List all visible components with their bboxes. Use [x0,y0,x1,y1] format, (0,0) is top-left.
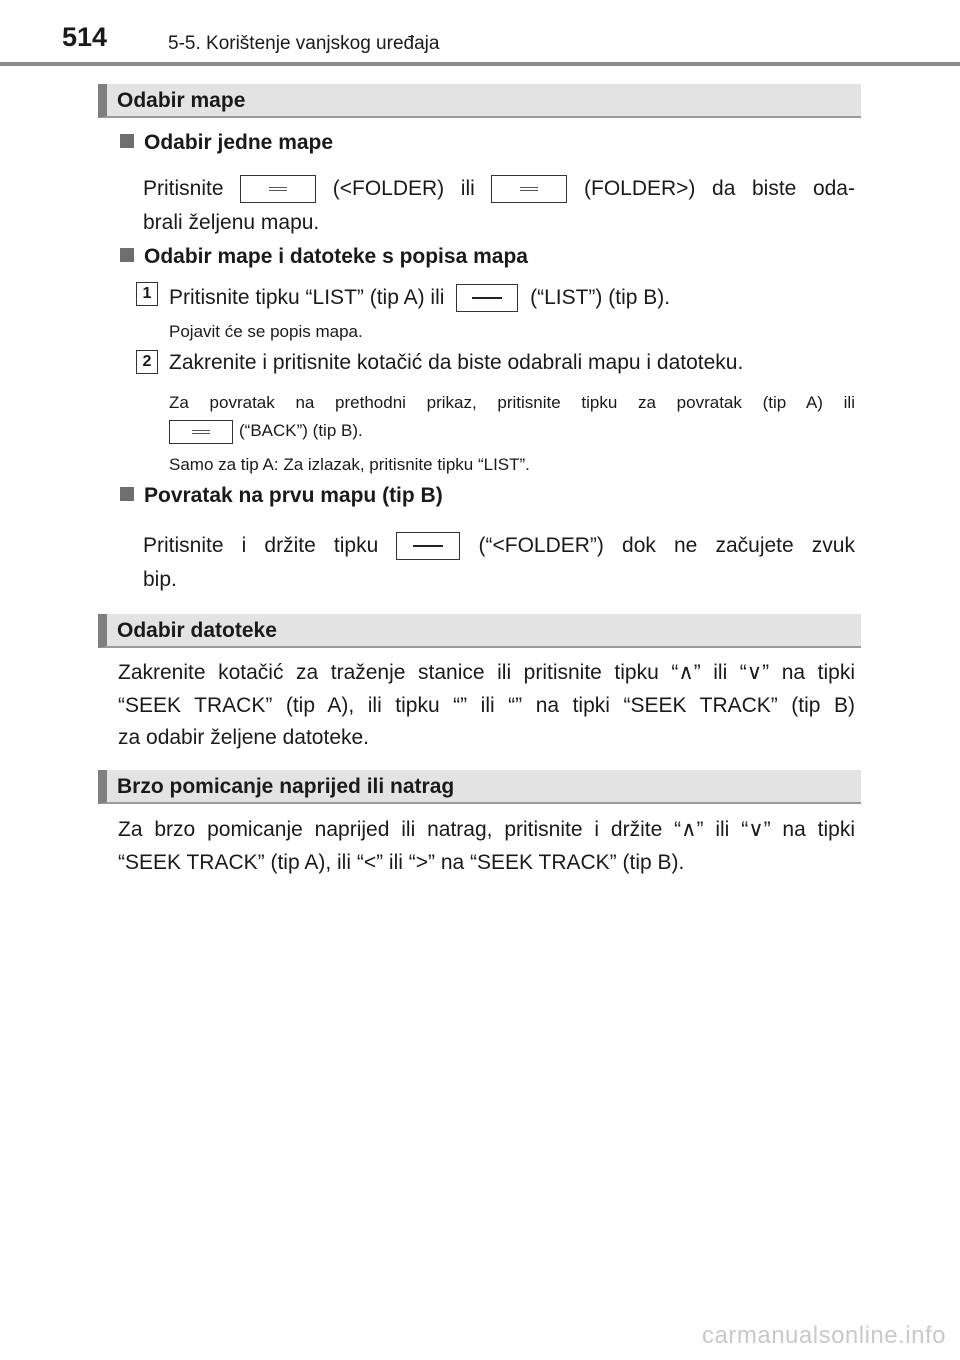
section-title: Brzo pomicanje naprijed ili natrag [117,775,455,798]
subheading-povratak-na-prvu-mapu: Povratak na prvu mapu (tip B) [120,484,443,508]
folder-next-button-icon [491,175,567,203]
page-number: 514 [62,22,108,52]
paragraph-odabir-datoteke-line2: “SEEK TRACK” (tip A), ili tipku “” ili “” na tipki “SEEK TRACK” (tip B) [118,694,855,717]
section-bar-odabir-mape [98,84,861,118]
square-bullet-icon [120,487,134,501]
chapter-title: 5-5. Korištenje vanjskog uređaja [168,33,440,54]
step1-note: Pojavit će se popis mapa. [169,322,363,341]
paragraph-povratak-line2: bip. [143,568,177,591]
subheading-odabir-jedne-mape: Odabir jedne mape [120,131,333,155]
paragraph-odabir-datoteke-line1: Zakrenite kotačić za traženje stanice ili pritisnite tipku “∧” ili “∨” na tipki [118,661,855,684]
folder-prev-button-icon [240,175,316,203]
folder-back-button-icon [396,532,460,560]
section-bar-odabir-datoteke [98,614,861,648]
paragraph-odabir-jedne-mape-line2: brali željenu mapu. [143,211,320,234]
section-title: Odabir mape [117,89,246,112]
step-badge-1: 1 [136,282,158,306]
section-title: Odabir datoteke [117,619,277,642]
subheading-odabir-mape-i-datoteke: Odabir mape i datoteke s popisa mapa [120,245,528,269]
paragraph-odabir-datoteke-line3: za odabir željene datoteke. [118,726,370,749]
section-bar-brzo-pomicanje [98,770,861,804]
step-badge-2: 2 [136,350,158,374]
step1-text: Pritisnite tipku “LIST” (tip A) ili (“LIST”) (tip B). [169,280,670,316]
square-bullet-icon [120,134,134,148]
step2-note-line1: Za povratak na prethodni prikaz, pritisnite tipku za povratak (tip A) ili [169,393,855,412]
paragraph-povratak-line1: Pritisnite i držite tipku (“<FOLDER”) dok ne začujete zvuk [143,528,855,564]
paragraph-odabir-jedne-mape-line1: Pritisnite (<FOLDER) ili (FOLDER>) da biste oda- [143,171,855,207]
watermark: carmanualsonline.info [702,1322,946,1349]
header-divider [0,62,960,66]
paragraph-brzo-pomicanje-line2: “SEEK TRACK” (tip A), ili “<” ili “>” na “SEEK TRACK” (tip B). [118,851,685,874]
paragraph-brzo-pomicanje-line1: Za brzo pomicanje naprijed ili natrag, pritisnite i držite “∧” ili “∨” na tipki [118,818,855,841]
square-bullet-icon [120,248,134,262]
step2-note-line2: Samo za tip A: Za izlazak, pritisnite tipku “LIST”. [169,455,530,474]
back-button-icon [169,420,233,444]
step2-note-line1b: (“BACK”) (tip B). [169,417,363,444]
step2-text: Zakrenite i pritisnite kotačić da biste odabrali mapu i datoteku. [169,351,744,374]
list-button-icon [456,284,518,312]
